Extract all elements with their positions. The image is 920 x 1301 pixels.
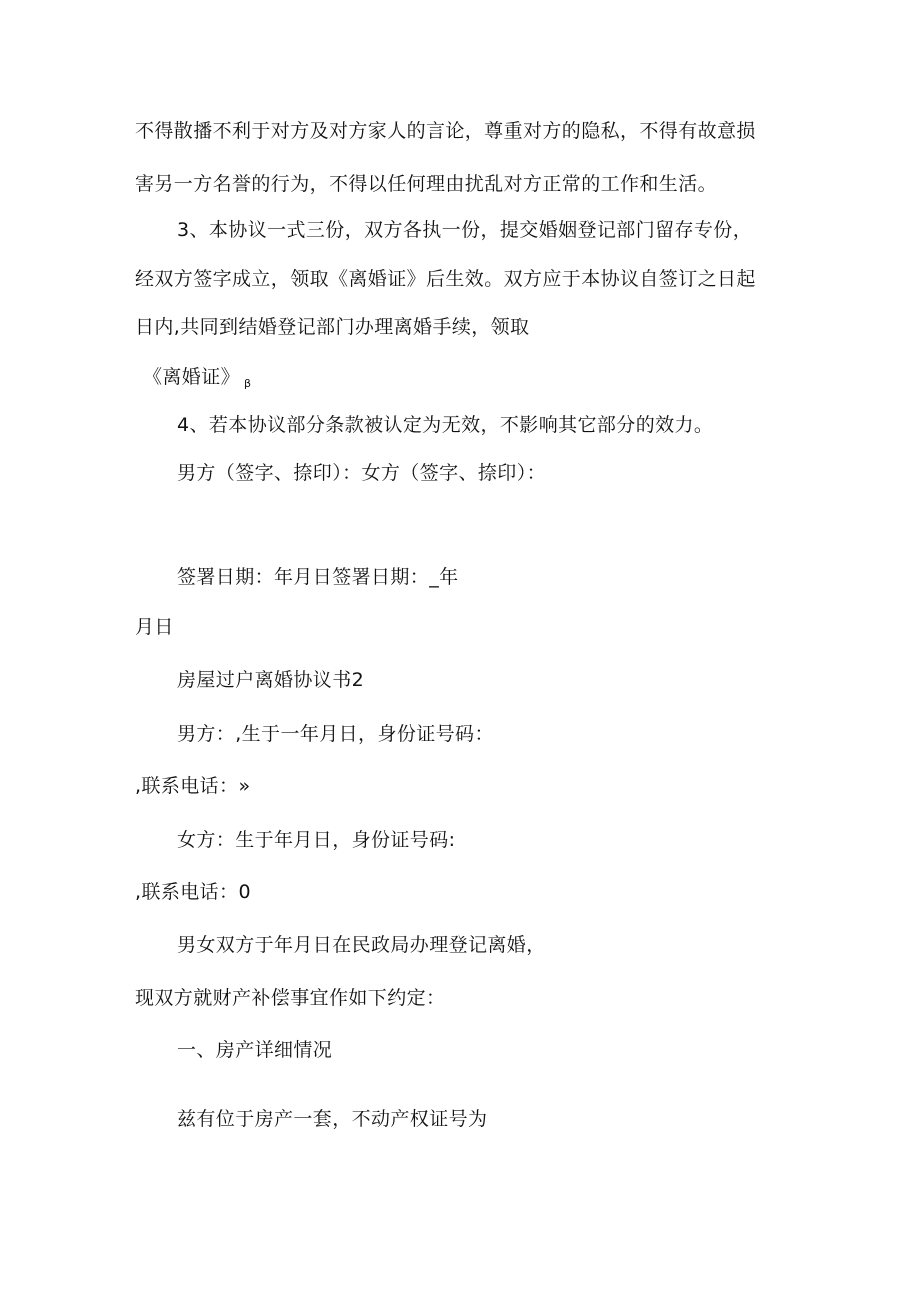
agreement-intro-line: 现双方就财产补偿事宜作如下约定： [135, 987, 446, 1009]
divorce-certificate-text: 《离婚证》 [143, 366, 241, 388]
stray-mark: β [244, 377, 252, 390]
paragraph-line: 经双方签字成立，领取《离婚证》后生效。双方应于本协议自签订之日起 [135, 268, 756, 290]
female-phone-line: ,联系电话：0 [135, 881, 251, 903]
paragraph-line: 害另一方名誉的行为，不得以任何理由扰乱对方正常的工作和生活。 [135, 173, 718, 195]
male-party-line: 男方：,生于一年月日，身份证号码： [177, 723, 494, 745]
signature-line: 男方（签字、捺印）：女方（签字、捺印）： [177, 462, 547, 484]
paragraph-line: 日内,共同到结婚登记部门办理离婚手续，领取 [135, 316, 530, 338]
registration-line: 男女双方于年月日在民政局办理登记离婚， [177, 934, 546, 956]
clause-3-line: 3、本协议一式三份，双方各执一份，提交婚姻登记部门留存专份， [177, 219, 753, 241]
property-line: 兹有位于房产一套，不动产权证号为 [177, 1108, 488, 1130]
clause-4-line: 4、若本协议部分条款被认定为无效，不影响其它部分的效力。 [177, 414, 714, 436]
male-phone-line: ,联系电话：» [135, 775, 251, 797]
section-heading: 一、房产详细情况 [177, 1039, 333, 1061]
paragraph-line: 不得散播不利于对方及对方家人的言论，尊重对方的隐私，不得有故意损 [135, 120, 756, 142]
paragraph-line [143, 364, 251, 393]
section-title: 房屋过户离婚协议书2 [177, 669, 365, 691]
signing-date-continuation: 月日 [135, 616, 174, 638]
signing-date-line: 签署日期：年月日签署日期：_年 [177, 566, 459, 588]
female-party-line: 女方：生于年月日，身份证号码: [177, 829, 456, 851]
